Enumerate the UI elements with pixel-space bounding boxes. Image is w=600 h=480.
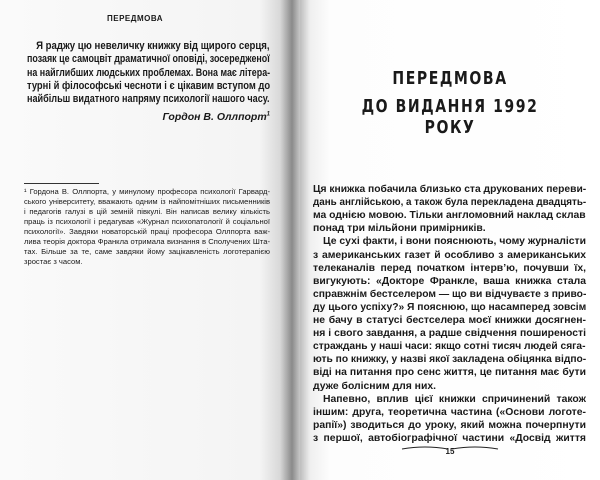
footnote-line: праць із психології і редагував «Журнал психопатології й соціальної	[24, 217, 270, 226]
text-line: телеканалів перед початком інтерв’ю, почувши їх,	[313, 262, 586, 274]
text-line: вигукують: «Докторе Франкле, ваша книжка стала	[313, 275, 586, 287]
right-page	[300, 0, 600, 480]
text-line: дуже болісним для них.	[313, 380, 437, 392]
text-line: ма однією мовою. Тільки англомовний наклад склав	[313, 210, 586, 222]
chapter-title: ПЕРЕДМОВА	[392, 68, 508, 89]
text-line: позаяк це самоцвіт драматичної оповіді, зосередженої	[27, 53, 270, 66]
text-line: турні й філософські чесноти і є цікавим вступом до	[27, 79, 271, 92]
footnote-line: ського університету, вважають одним із найпомітніших письменників	[24, 197, 270, 206]
text-line: ня і свого завдання, а радше свідчення поширеності	[313, 328, 586, 340]
footnote-rule	[24, 183, 99, 184]
text-line: дань англійською, а також була перекладена двадцять-	[313, 197, 587, 209]
text-line: іншим: друга, теоретична частина («Основи логоте-	[313, 406, 586, 418]
footnote-line: психології». Завдяки новаторській праці професора Оллпорта важ-	[24, 227, 270, 236]
text-line: Ця книжка побачила близько ста друкованих переви-	[313, 184, 587, 195]
footnote-line: зростає з часом.	[24, 257, 83, 266]
text-line: Напевно, вплив цієї книжки спричинений також	[323, 393, 586, 405]
text-line: на найглибших людських проблемах. Вона має літера-	[27, 66, 271, 79]
text-line: ду цього успіху?» Я пояснюю, що насамперед зовсім	[313, 301, 587, 313]
text-line: з першої, автобіографічної частини «Досвід життя	[313, 432, 586, 444]
text-line: справжнім бестселером — що ви відчуваєте з приво-	[313, 288, 587, 300]
text-line: рапії») зводиться до уроку, який можна почерпнути	[313, 419, 586, 431]
footnote-line: ¹ Гордона В. Оллпорта, у минулому професора психології Гарвард-	[24, 187, 270, 196]
page-number: 15	[445, 447, 455, 456]
text-line: понад три мільйони примірників.	[313, 223, 486, 235]
text-line: Я раджу цю невеличку книжку від щирого серця,	[36, 40, 270, 52]
epigraph-signature: Гордон В. Оллпорт$^1$	[162, 111, 270, 123]
chapter-subtitle: ДО ВИДАННЯ 1992 РОКУ	[361, 96, 539, 138]
text-line: Це сухі факти, і вони пояснюють, чому журналісти	[323, 236, 586, 248]
footnote-line: і педагогів галузі в цій земній півкулі. Він написав велику кількість	[24, 207, 270, 216]
footnote-line: тах. Більше за те, саме завдяки йому зацікавленість логотерапією	[24, 247, 270, 256]
text-line: віді на питання про сенс життя, це питання має бути	[313, 367, 586, 379]
text-line: ють по книжку, у назві якої закладена обіцянка відпо-	[313, 354, 587, 366]
text-line: з американських газет й особливо з американських	[313, 249, 586, 261]
text-line: страждань у наші часи: якщо сотні тисяч людей сяга-	[313, 341, 586, 353]
footnote-mark: 1	[266, 111, 270, 118]
text-line: не бачу в статусі бестселера моєї книжки досягнен-	[313, 315, 586, 326]
running-head: ПЕРЕДМОВА	[107, 14, 163, 23]
footnote-line: лива теорія доктора Франкла отримала визнання в Сполучених Шта-	[24, 237, 270, 246]
text-line: найбільш видатного напряму психології нашого часу.	[27, 93, 270, 106]
